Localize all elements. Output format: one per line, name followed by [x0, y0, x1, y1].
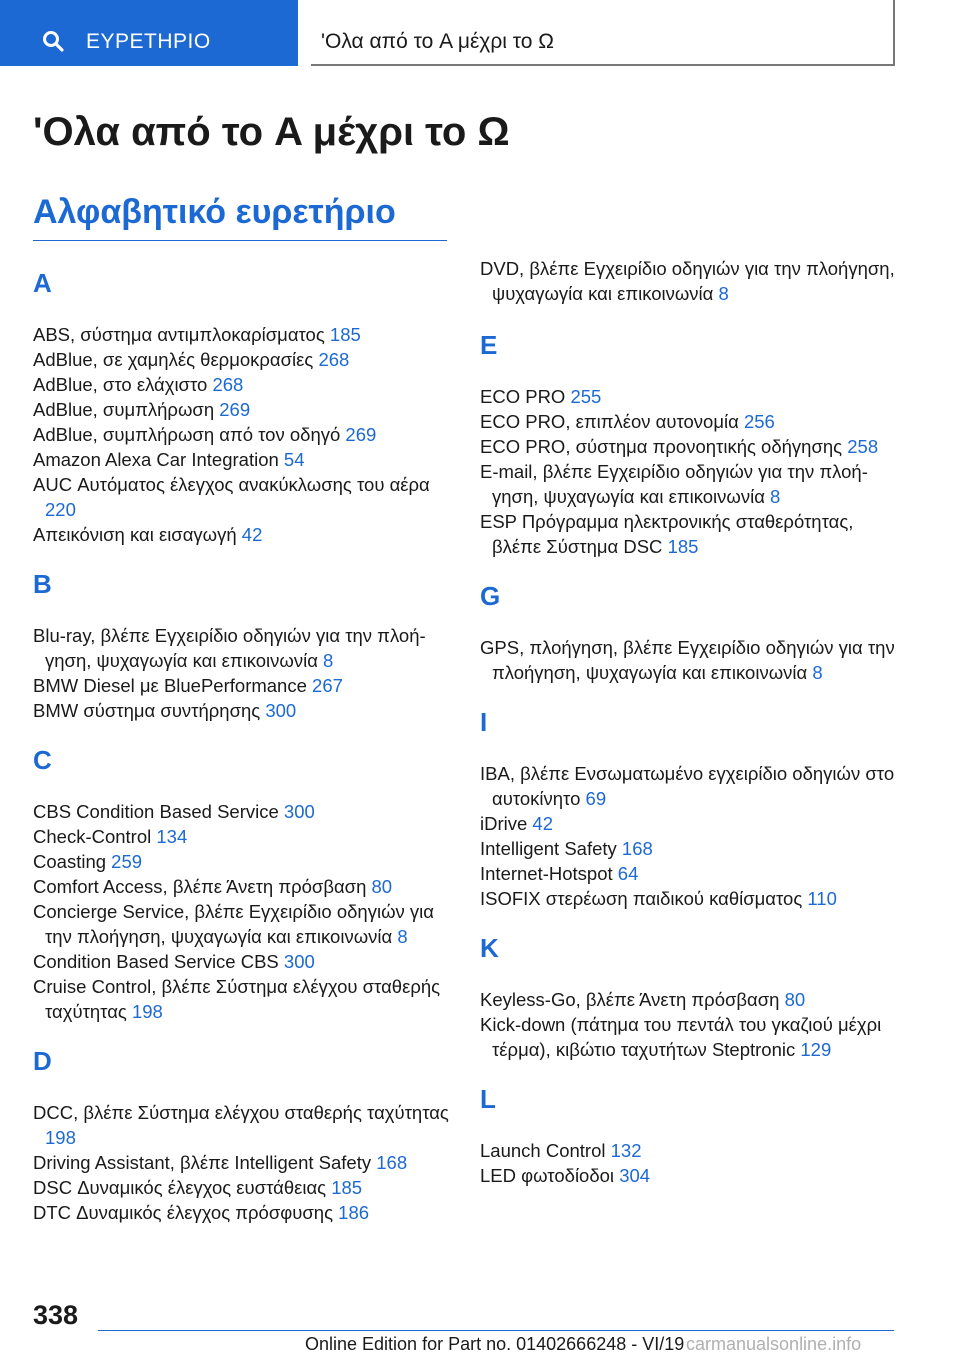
page-link[interactable]: 186: [338, 1202, 370, 1223]
page-link[interactable]: 42: [241, 524, 263, 545]
index-entry[interactable]: [33, 397, 453, 422]
index-entry[interactable]: [33, 472, 453, 522]
index-entry[interactable]: [33, 899, 453, 949]
index-entry-text: iDrive: [480, 813, 533, 834]
section-heading: Αλφαβητικό ευρετήριο: [33, 193, 396, 231]
index-entry-text: Απεικόνιση και εισαγωγή: [33, 524, 242, 545]
page-link[interactable]: 259: [111, 851, 143, 872]
index-entry-text: DCC, βλέπε Σύστημα ελέγχου σταθερής ταχύτητας: [33, 1102, 449, 1123]
index-letter-heading: E: [480, 330, 498, 360]
index-entry-text: Intelligent Safety: [480, 838, 622, 859]
search-icon: [42, 30, 64, 52]
footer-divider: [98, 1330, 894, 1331]
index-entry[interactable]: [33, 673, 453, 698]
page-link[interactable]: 185: [329, 324, 361, 345]
index-entry[interactable]: [33, 447, 453, 472]
page-link[interactable]: 258: [847, 436, 879, 457]
page-link[interactable]: 8: [718, 283, 729, 304]
index-entry-text: Kick-down (πάτημα του πεντάλ του γκαζιού μέχρι τέρμα), κιβώτιο ταχυτήτων Steptronic: [480, 1014, 882, 1060]
index-letter-heading: C: [33, 745, 52, 775]
page-link[interactable]: 300: [265, 700, 297, 721]
index-entry[interactable]: [480, 836, 900, 861]
index-letter-heading: A: [33, 268, 52, 298]
index-entry[interactable]: [480, 509, 900, 559]
index-entry-text: ECO PRO: [480, 386, 571, 407]
page-link[interactable]: 268: [212, 374, 244, 395]
section-divider: [33, 240, 447, 241]
index-column-left: [33, 260, 453, 1225]
page-link[interactable]: 256: [743, 411, 775, 432]
index-entry[interactable]: [480, 409, 900, 434]
page-link[interactable]: 268: [318, 349, 350, 370]
page-title: 'Ολα από το A μέχρι το Ω: [33, 110, 510, 154]
index-entry[interactable]: [480, 635, 900, 685]
index-entry-text: AUC Αυτόματος έλεγχος ανακύκλωσης του αέρα: [33, 474, 430, 495]
index-entry-text: Keyless-Go, βλέπε Άνετη πρόσβαση: [480, 989, 785, 1010]
index-entry[interactable]: [33, 322, 453, 347]
page-link[interactable]: 198: [131, 1001, 163, 1022]
index-entry-text: AdBlue, σε χαμηλές θερμοκρασίες: [33, 349, 319, 370]
index-entry-text: DVD, βλέπε Εγχειρίδιο οδηγιών για την πλοήγηση, ψυχαγωγία και επικοινωνία: [480, 258, 895, 304]
index-entry[interactable]: [480, 1163, 900, 1188]
index-entry[interactable]: [33, 824, 453, 849]
index-entry-text: Launch Control: [480, 1140, 611, 1161]
index-entry-text: ECO PRO, επιπλέον αυτονομία: [480, 411, 744, 432]
page-link[interactable]: 42: [532, 813, 553, 834]
index-entry[interactable]: [33, 698, 453, 723]
page-link[interactable]: 80: [784, 989, 806, 1010]
index-entry-text: ESP Πρόγραμμα ηλεκτρονικής σταθερότητας, βλέπε Σύστημα DSC: [480, 511, 854, 557]
page-link[interactable]: 110: [807, 888, 837, 909]
index-entry-text: Comfort Access, βλέπε Άνετη πρόσβαση: [33, 876, 372, 897]
index-entry-text: ECO PRO, σύστημα προνοητικής οδήγησης: [480, 436, 848, 457]
index-entry-text: Coasting: [33, 851, 112, 872]
index-entry[interactable]: [33, 1150, 453, 1175]
page-link[interactable]: 168: [621, 838, 653, 859]
page-link[interactable]: 269: [345, 424, 377, 445]
index-entry-text: CBS Condition Based Service: [33, 801, 284, 822]
page-link[interactable]: 8: [323, 650, 334, 671]
section-tab-label: 'Ολα από το A μέχρι το Ω: [321, 30, 554, 53]
page-link[interactable]: 8: [397, 926, 408, 947]
page-link[interactable]: 168: [376, 1152, 408, 1173]
page-link[interactable]: 300: [283, 801, 315, 822]
index-entry-text: ABS, σύστημα αντιμπλοκαρίσματος: [33, 324, 330, 345]
page-link[interactable]: 54: [283, 449, 305, 470]
index-entry[interactable]: [480, 886, 900, 911]
page-link[interactable]: 185: [331, 1177, 363, 1198]
index-entry-text: Concierge Service, βλέπε Εγχειρίδιο οδηγιών για την πλοήγηση, ψυχαγωγία και επικοινωνία: [33, 901, 434, 947]
index-entry[interactable]: [480, 434, 900, 459]
index-entry[interactable]: [33, 1100, 453, 1150]
index-entry-text: LED φωτοδίοδοι: [480, 1165, 620, 1186]
index-entry[interactable]: [33, 1175, 453, 1200]
index-entry-text: DTC Δυναμικός έλεγχος πρόσφυσης: [33, 1202, 339, 1223]
index-entry-text: AdBlue, συμπλήρωση: [33, 399, 220, 420]
index-entry-text: GPS, πλοήγηση, βλέπε Εγχειρίδιο οδηγιών για την πλοήγηση, ψυχαγωγία και επικοινωνία: [480, 637, 895, 683]
edition-text: Online Edition for Part no. 01402666248 - VI/19: [305, 1334, 685, 1354]
index-letter-heading: L: [480, 1084, 496, 1114]
index-entry-text: E-mail, βλέπε Εγχειρίδιο οδηγιών για την πλοήγηση, ψυχαγωγία και επικοινωνία: [480, 461, 868, 507]
index-column-right: [480, 256, 900, 1188]
index-entry[interactable]: [480, 459, 900, 509]
index-entry[interactable]: [480, 811, 900, 836]
index-entry[interactable]: [480, 761, 900, 811]
index-letter-heading: B: [33, 569, 52, 599]
page-link[interactable]: 134: [156, 826, 188, 847]
index-entry-text: Check-Control: [33, 826, 157, 847]
index-letter-heading: D: [33, 1046, 52, 1076]
page-link[interactable]: 8: [770, 486, 781, 507]
index-entry-text: Cruise Control, βλέπε Σύστημα ελέγχου σταθερής ταχύτητας: [33, 976, 441, 1022]
index-entry-text: Condition Based Service CBS: [33, 951, 284, 972]
index-entry-text: DSC Δυναμικός έλεγχος ευστάθειας: [33, 1177, 332, 1198]
page-link[interactable]: 129: [800, 1039, 832, 1060]
index-entry[interactable]: [480, 256, 900, 306]
index-entry[interactable]: [33, 422, 453, 447]
page-link[interactable]: 304: [619, 1165, 651, 1186]
index-entry[interactable]: [33, 949, 453, 974]
page-link[interactable]: 198: [45, 1127, 76, 1148]
watermark: carmanualsonline.info: [686, 1334, 862, 1354]
index-entry[interactable]: [480, 384, 900, 409]
index-tab[interactable]: [0, 0, 298, 66]
index-entry-text: ISOFIX στερέωση παιδικού καθίσματος: [480, 888, 808, 909]
index-letter-heading: K: [480, 933, 499, 963]
index-entry-text: Amazon Alexa Car Integration: [33, 449, 284, 470]
index-entry-text: Driving Assistant, βλέπε Intelligent Safety: [33, 1152, 377, 1173]
index-entry-text: BMW σύστημα συντήρησης: [33, 700, 266, 721]
page-number: 338: [33, 1300, 79, 1330]
index-letter-heading: I: [480, 707, 488, 737]
page-link[interactable]: 300: [283, 951, 315, 972]
section-tab[interactable]: [311, 0, 895, 66]
index-entry-text: Blu-ray, βλέπε Εγχειρίδιο οδηγιών για την πλοήγηση, ψυχαγωγία και επικοινωνία: [33, 625, 426, 671]
index-entry[interactable]: [480, 861, 900, 886]
index-entry-text: BMW Diesel με BluePerformance: [33, 675, 313, 696]
index-entry-text: IBA, βλέπε Ενσωματωμένο εγχειρίδιο οδηγιών στο αυτοκίνητο: [480, 763, 895, 809]
page-link[interactable]: 185: [667, 536, 699, 557]
index-entry[interactable]: [33, 849, 453, 874]
index-entry[interactable]: [33, 974, 453, 1024]
index-entry[interactable]: [33, 372, 453, 397]
page-link[interactable]: 80: [371, 876, 393, 897]
index-entry[interactable]: [480, 1138, 900, 1163]
index-entry[interactable]: [33, 522, 453, 547]
index-tab-label: ΕΥΡΕΤΗΡΙΟ: [86, 30, 211, 53]
page-link[interactable]: 132: [610, 1140, 642, 1161]
index-entry[interactable]: [480, 1012, 900, 1062]
index-entry[interactable]: [33, 347, 453, 372]
page-link[interactable]: 255: [570, 386, 602, 407]
index-entry[interactable]: [33, 623, 453, 673]
index-entry[interactable]: [33, 874, 453, 899]
index-letter-heading: G: [480, 581, 501, 611]
index-entry-text: Internet-Hotspot: [480, 863, 618, 884]
index-entry-text: AdBlue, συμπλήρωση από τον οδηγό: [33, 424, 346, 445]
page-link[interactable]: 269: [219, 399, 251, 420]
page-link[interactable]: 64: [617, 863, 639, 884]
page-link[interactable]: 8: [812, 662, 823, 683]
page-link[interactable]: 69: [585, 788, 607, 809]
index-entry-text: AdBlue, στο ελάχιστο: [33, 374, 213, 395]
page-link[interactable]: 267: [312, 675, 343, 696]
index-entry[interactable]: [33, 1200, 453, 1225]
index-entry[interactable]: [480, 987, 900, 1012]
index-entry[interactable]: [33, 799, 453, 824]
page-link[interactable]: 220: [45, 499, 76, 520]
